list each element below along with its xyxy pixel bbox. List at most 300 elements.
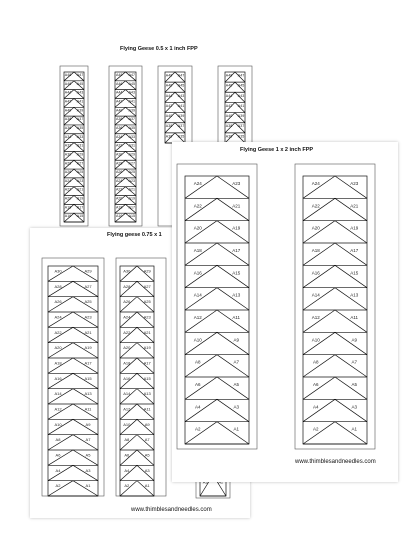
- segment-label: A48: [115, 73, 123, 78]
- segment-label: A46: [225, 83, 233, 88]
- segment-label: A11: [350, 315, 359, 321]
- goose-unit: [120, 404, 154, 419]
- goose-unit: [64, 169, 84, 178]
- segment-label: A6: [124, 452, 130, 458]
- segment-label: A41: [237, 103, 245, 108]
- goose-unit: [120, 481, 154, 496]
- segment-label: A17: [232, 248, 241, 254]
- segment-label: A1: [233, 426, 239, 432]
- segment-label: A6: [55, 452, 61, 458]
- segment-label: A10: [54, 421, 62, 427]
- goose-unit: [64, 81, 84, 90]
- segment-label: A21: [128, 187, 136, 192]
- segment-label: A27: [84, 283, 92, 289]
- segment-label: A18: [115, 205, 123, 210]
- goose-unit: [48, 465, 98, 480]
- goose-unit: [303, 399, 367, 421]
- goose-triangle: [303, 310, 367, 332]
- segment-label: A1: [144, 483, 150, 489]
- goose-triangle: [303, 332, 367, 354]
- segment-label: A32: [64, 143, 72, 148]
- goose-unit: [64, 143, 84, 152]
- goose-triangle: [303, 221, 367, 243]
- goose-triangle: [185, 377, 249, 399]
- segment-label: A42: [165, 103, 173, 108]
- segment-label: A25: [76, 170, 84, 175]
- goose-triangle: [303, 355, 367, 377]
- segment-label: A26: [115, 170, 123, 175]
- segment-label: A4: [313, 404, 319, 410]
- goose-unit: [48, 281, 98, 296]
- goose-unit: [64, 151, 84, 160]
- segment-label: A9: [144, 421, 150, 427]
- goose-triangle: [303, 265, 367, 287]
- segment-label: A3: [144, 467, 150, 473]
- segment-label: A26: [54, 299, 62, 305]
- segment-label: A47: [128, 73, 136, 78]
- goose-triangle: [303, 399, 367, 421]
- segment-label: A27: [76, 161, 84, 166]
- segment-label: A37: [76, 117, 84, 122]
- sheet-large-url: www.thimblesandneedles.com: [295, 459, 376, 465]
- segment-label: A5: [351, 382, 357, 388]
- segment-label: A20: [311, 225, 320, 231]
- segment-label: A11: [84, 406, 92, 412]
- goose-unit: [115, 125, 136, 134]
- segment-label: A21: [143, 329, 151, 335]
- goose-unit: [64, 213, 84, 222]
- segment-label: A41: [128, 99, 136, 104]
- segment-label: A39: [237, 114, 245, 119]
- goose-unit: [185, 265, 249, 287]
- segment-label: A36: [64, 125, 72, 130]
- segment-label: A46: [64, 81, 72, 86]
- segment-label: A29: [76, 152, 84, 157]
- goose-unit: [115, 116, 136, 125]
- sheet-large-strips: [172, 142, 398, 482]
- segment-label: A17: [128, 205, 136, 210]
- segment-label: A12: [193, 315, 202, 321]
- goose-triangle: [185, 399, 249, 421]
- goose-unit: [165, 92, 185, 102]
- goose-unit: [120, 435, 154, 450]
- goose-unit: [64, 187, 84, 196]
- goose-unit: [225, 123, 245, 133]
- segment-label: A4: [195, 404, 201, 410]
- segment-label: A23: [76, 178, 84, 183]
- segment-label: A19: [143, 345, 151, 351]
- segment-label: A35: [76, 125, 84, 130]
- goose-triangle: [185, 176, 249, 198]
- segment-label: A10: [311, 337, 320, 343]
- goose-unit: [185, 422, 249, 444]
- goose-unit: [64, 107, 84, 116]
- segment-label: A46: [115, 81, 123, 86]
- goose-unit: [48, 266, 98, 281]
- segment-label: A13: [232, 292, 241, 298]
- segment-label: A12: [123, 406, 131, 412]
- segment-label: A30: [64, 152, 72, 157]
- segment-label: A28: [54, 283, 62, 289]
- segment-label: A23: [143, 314, 151, 320]
- goose-triangle: [303, 288, 367, 310]
- segment-label: A26: [123, 299, 131, 305]
- goose-unit: [120, 343, 154, 358]
- goose-unit: [64, 90, 84, 99]
- goose-unit: [120, 266, 154, 281]
- goose-unit: [48, 389, 98, 404]
- segment-label: A24: [311, 181, 320, 187]
- goose-triangle: [303, 176, 367, 198]
- goose-unit: [115, 169, 136, 178]
- segment-label: A45: [177, 83, 185, 88]
- segment-label: A38: [225, 124, 233, 129]
- segment-label: A47: [76, 73, 84, 78]
- goose-unit: [165, 72, 185, 82]
- sheet-large-geese: [172, 142, 398, 482]
- goose-unit: [185, 243, 249, 265]
- goose-triangle: [185, 221, 249, 243]
- segment-label: A2: [313, 426, 319, 432]
- goose-unit: [115, 187, 136, 196]
- goose-unit: [115, 151, 136, 160]
- goose-unit: [120, 450, 154, 465]
- segment-label: A43: [76, 90, 84, 95]
- segment-label: A24: [54, 314, 62, 320]
- segment-label: A48: [165, 73, 173, 78]
- goose-unit: [165, 82, 185, 92]
- goose-unit: [48, 327, 98, 342]
- goose-unit: [64, 196, 84, 205]
- segment-label: A9: [233, 337, 239, 343]
- goose-triangle: [185, 332, 249, 354]
- segment-label: A44: [115, 90, 123, 95]
- segment-label: A29: [143, 268, 151, 274]
- goose-unit: [225, 102, 245, 112]
- segment-label: A15: [143, 375, 151, 381]
- goose-unit: [120, 358, 154, 373]
- segment-label: A12: [311, 315, 320, 321]
- segment-label: A14: [54, 391, 62, 397]
- goose-unit: [64, 125, 84, 134]
- geese-strip: [60, 66, 88, 226]
- segment-label: A5: [85, 452, 91, 458]
- segment-label: A19: [128, 196, 136, 201]
- segment-label: A24: [193, 181, 202, 187]
- segment-label: A23: [350, 181, 359, 187]
- segment-label: A28: [115, 161, 123, 166]
- segment-label: A41: [177, 103, 185, 108]
- goose-unit: [48, 373, 98, 388]
- goose-unit: [115, 81, 136, 90]
- segment-label: A34: [64, 134, 72, 139]
- segment-label: A3: [85, 467, 91, 473]
- segment-label: A44: [64, 90, 72, 95]
- segment-label: A14: [123, 391, 131, 397]
- segment-label: A33: [76, 134, 84, 139]
- segment-label: A30: [54, 268, 62, 274]
- segment-label: A11: [143, 406, 151, 412]
- segment-label: A21: [76, 187, 84, 192]
- goose-unit: [64, 134, 84, 143]
- segment-label: A31: [76, 143, 84, 148]
- goose-unit: [165, 102, 185, 112]
- segment-label: A40: [225, 114, 233, 119]
- segment-label: A31: [128, 143, 136, 148]
- segment-label: A11: [232, 315, 241, 321]
- segment-label: A35: [128, 125, 136, 130]
- goose-unit: [185, 198, 249, 220]
- goose-unit: [48, 450, 98, 465]
- strip-outline: [177, 164, 257, 449]
- segment-label: A16: [64, 214, 72, 219]
- geese-strip: [295, 164, 375, 449]
- segment-label: A9: [85, 421, 91, 427]
- segment-label: A30: [115, 152, 123, 157]
- segment-label: A19: [84, 345, 92, 351]
- goose-unit: [185, 288, 249, 310]
- goose-unit: [185, 399, 249, 421]
- goose-unit: [64, 98, 84, 107]
- segment-label: A19: [232, 225, 241, 231]
- segment-label: A24: [115, 178, 123, 183]
- segment-label: A42: [115, 99, 123, 104]
- segment-label: A22: [123, 329, 131, 335]
- segment-label: A2: [124, 483, 130, 489]
- goose-unit: [64, 204, 84, 213]
- goose-unit: [303, 265, 367, 287]
- segment-label: A13: [350, 292, 359, 298]
- segment-label: A15: [76, 214, 84, 219]
- goose-unit: [48, 404, 98, 419]
- segment-label: A15: [84, 375, 92, 381]
- segment-label: A14: [311, 292, 320, 298]
- goose-unit: [303, 422, 367, 444]
- segment-label: A16: [54, 375, 62, 381]
- segment-label: A38: [64, 117, 72, 122]
- segment-label: A2: [195, 426, 201, 432]
- segment-label: A22: [311, 203, 320, 209]
- segment-label: A36: [115, 125, 123, 130]
- segment-label: A39: [177, 114, 185, 119]
- segment-label: A15: [232, 270, 241, 276]
- segment-label: A17: [84, 360, 92, 366]
- goose-unit: [48, 312, 98, 327]
- segment-label: A8: [195, 359, 201, 365]
- segment-label: A26: [64, 170, 72, 175]
- goose-unit: [48, 358, 98, 373]
- segment-label: A8: [313, 359, 319, 365]
- segment-label: A39: [128, 108, 136, 113]
- geese-strip: [177, 164, 257, 449]
- goose-unit: [115, 98, 136, 107]
- segment-label: A21: [232, 203, 241, 209]
- segment-label: A45: [76, 81, 84, 86]
- segment-label: A16: [311, 270, 320, 276]
- segment-label: A23: [128, 178, 136, 183]
- goose-unit: [120, 312, 154, 327]
- segment-label: A3: [233, 404, 239, 410]
- segment-label: A15: [128, 214, 136, 219]
- goose-triangle: [303, 422, 367, 444]
- segment-label: A27: [128, 161, 136, 166]
- goose-triangle: [185, 265, 249, 287]
- segment-label: A37: [128, 117, 136, 122]
- goose-unit: [185, 355, 249, 377]
- segment-label: A40: [165, 114, 173, 119]
- segment-label: A39: [76, 108, 84, 113]
- goose-unit: [115, 178, 136, 187]
- segment-label: A38: [165, 124, 173, 129]
- segment-label: A38: [115, 117, 123, 122]
- segment-label: A7: [144, 437, 150, 443]
- goose-unit: [115, 160, 136, 169]
- goose-unit: [64, 116, 84, 125]
- goose-unit: [165, 123, 185, 133]
- segment-label: A23: [232, 181, 241, 187]
- segment-label: A22: [193, 203, 202, 209]
- goose-unit: [115, 107, 136, 116]
- goose-unit: [48, 419, 98, 434]
- segment-label: A17: [350, 248, 359, 254]
- goose-unit: [115, 204, 136, 213]
- segment-label: A35: [237, 134, 245, 139]
- goose-triangle: [185, 288, 249, 310]
- goose-unit: [48, 435, 98, 450]
- geese-strip: [116, 258, 166, 496]
- goose-unit: [303, 355, 367, 377]
- goose-triangle: [303, 198, 367, 220]
- segment-label: A22: [54, 329, 62, 335]
- goose-unit: [303, 221, 367, 243]
- segment-label: A29: [128, 152, 136, 157]
- goose-unit: [303, 176, 367, 198]
- segment-label: A32: [115, 143, 123, 148]
- segment-label: A4: [55, 467, 61, 473]
- segment-label: A40: [64, 108, 72, 113]
- segment-label: A12: [54, 406, 62, 412]
- goose-unit: [303, 377, 367, 399]
- segment-label: A16: [115, 214, 123, 219]
- goose-unit: [185, 176, 249, 198]
- segment-label: A34: [115, 134, 123, 139]
- goose-unit: [225, 113, 245, 123]
- segment-label: A29: [84, 268, 92, 274]
- segment-label: A45: [128, 81, 136, 86]
- segment-label: A28: [64, 161, 72, 166]
- goose-unit: [303, 288, 367, 310]
- segment-label: A20: [193, 225, 202, 231]
- segment-label: A28: [123, 283, 131, 289]
- segment-label: A20: [64, 196, 72, 201]
- segment-label: A45: [237, 83, 245, 88]
- segment-label: A16: [123, 375, 131, 381]
- segment-label: A25: [84, 299, 92, 305]
- goose-unit: [115, 90, 136, 99]
- segment-label: A10: [123, 421, 131, 427]
- goose-unit: [64, 160, 84, 169]
- goose-unit: [303, 332, 367, 354]
- goose-unit: [120, 389, 154, 404]
- goose-unit: [303, 243, 367, 265]
- strip-outline: [42, 258, 104, 496]
- segment-label: A19: [76, 196, 84, 201]
- segment-label: A13: [84, 391, 92, 397]
- goose-unit: [120, 419, 154, 434]
- segment-label: A25: [143, 299, 151, 305]
- goose-unit: [115, 196, 136, 205]
- goose-unit: [185, 310, 249, 332]
- segment-label: A22: [64, 187, 72, 192]
- segment-label: A30: [123, 268, 131, 274]
- segment-label: A43: [177, 93, 185, 98]
- segment-label: A48: [64, 73, 72, 78]
- segment-label: A40: [115, 108, 123, 113]
- goose-unit: [120, 373, 154, 388]
- segment-label: A1: [351, 426, 357, 432]
- goose-unit: [64, 72, 84, 81]
- goose-unit: [225, 72, 245, 82]
- segment-label: A24: [123, 314, 131, 320]
- segment-label: A42: [64, 99, 72, 104]
- goose-unit: [64, 178, 84, 187]
- segment-label: A7: [85, 437, 91, 443]
- segment-label: A22: [115, 187, 123, 192]
- sheet-large-title: Flying Geese 1 x 2 inch FPP: [240, 147, 314, 153]
- goose-unit: [120, 297, 154, 312]
- goose-unit: [48, 343, 98, 358]
- segment-label: A20: [54, 345, 62, 351]
- segment-label: A19: [350, 225, 359, 231]
- segment-label: A4: [124, 467, 130, 473]
- sheet-medium-url: www.thimblesandneedles.com: [131, 507, 212, 513]
- goose-unit: [185, 332, 249, 354]
- segment-label: A25: [128, 170, 136, 175]
- goose-unit: [303, 310, 367, 332]
- segment-label: A7: [233, 359, 239, 365]
- segment-label: A18: [193, 248, 202, 254]
- goose-unit: [185, 221, 249, 243]
- segment-label: A9: [351, 337, 357, 343]
- goose-triangle: [185, 243, 249, 265]
- segment-label: A21: [350, 203, 359, 209]
- segment-label: A18: [311, 248, 320, 254]
- segment-label: A10: [193, 337, 202, 343]
- segment-label: A36: [165, 134, 173, 139]
- goose-unit: [225, 92, 245, 102]
- segment-label: A20: [123, 345, 131, 351]
- goose-triangle: [185, 310, 249, 332]
- goose-unit: [115, 72, 136, 81]
- goose-unit: [48, 481, 98, 496]
- segment-label: A17: [143, 360, 151, 366]
- segment-label: A14: [193, 292, 202, 298]
- segment-label: A44: [225, 93, 233, 98]
- segment-label: A24: [64, 178, 72, 183]
- geese-strip: [42, 258, 104, 496]
- segment-label: A46: [165, 83, 173, 88]
- goose-triangle: [185, 198, 249, 220]
- geese-strip: [109, 66, 142, 226]
- segment-label: A27: [143, 283, 151, 289]
- segment-label: A2: [55, 483, 61, 489]
- segment-label: A3: [351, 404, 357, 410]
- segment-label: A5: [233, 382, 239, 388]
- segment-label: A36: [225, 134, 233, 139]
- segment-label: A15: [350, 270, 359, 276]
- segment-label: A33: [128, 134, 136, 139]
- segment-label: A42: [225, 103, 233, 108]
